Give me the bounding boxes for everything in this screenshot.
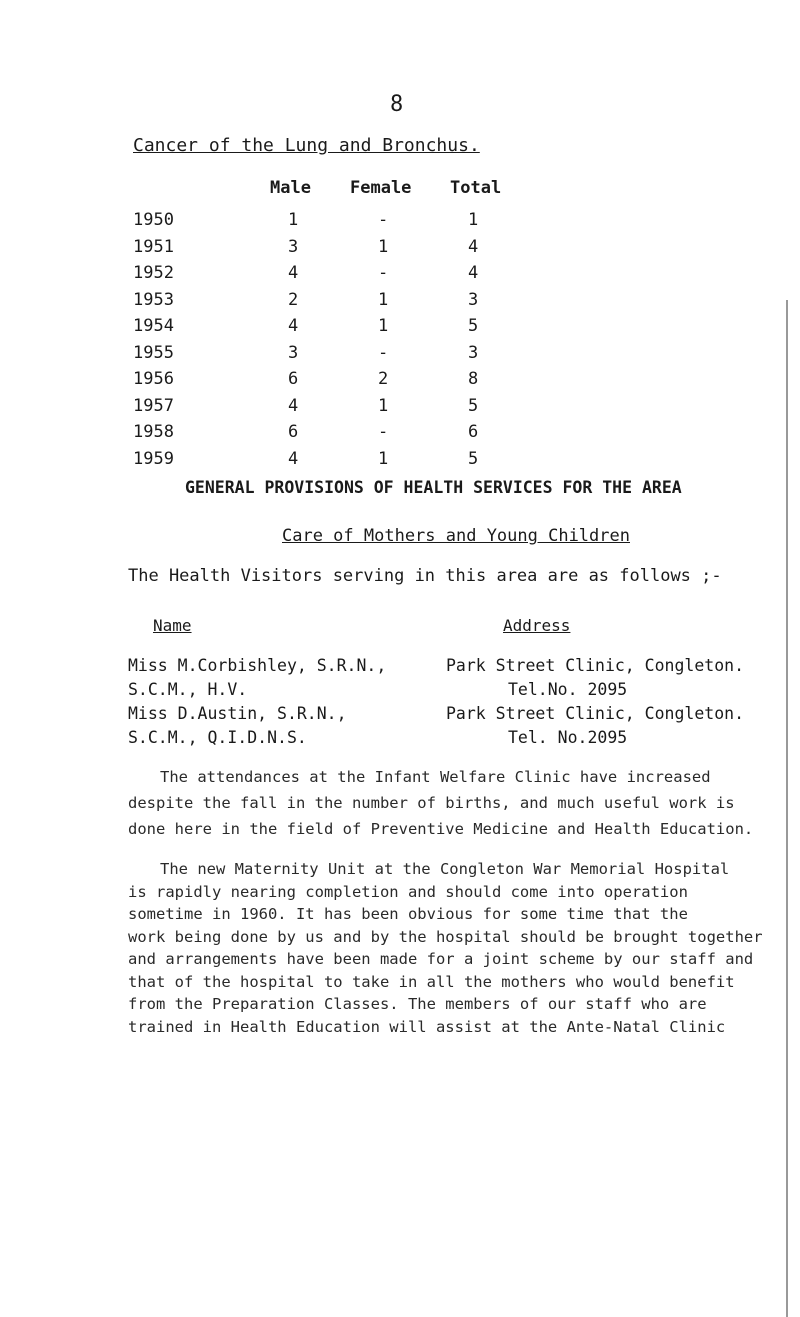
paragraph-line: The attendances at the Infant Welfare Clinic have increased <box>160 768 711 786</box>
paragraph-line: and arrangements have been made for a joint scheme by our staff and <box>128 950 754 968</box>
col-header-male: Male <box>270 178 311 198</box>
visitor-2-address-line1: Park Street Clinic, Congleton. <box>446 704 745 723</box>
year-cell: 1957 <box>133 395 174 416</box>
total-cell: 3 <box>468 342 479 363</box>
paragraph-line: done here in the field of Preventive Medicine and Health Education. <box>128 820 754 838</box>
col-header-female: Female <box>350 178 412 198</box>
table-row <box>0 210 800 234</box>
paragraph-line: The new Maternity Unit at the Congleton War Memorial Hospital <box>160 860 730 878</box>
visitor-1-address-line1: Park Street Clinic, Congleton. <box>446 656 745 675</box>
male-cell: 3 <box>288 236 299 257</box>
total-cell: 8 <box>468 369 479 389</box>
total-cell: 4 <box>468 263 479 283</box>
female-cell: 1 <box>378 289 389 310</box>
paragraph-line: sometime in 1960. It has been obvious for some time that the <box>128 905 688 923</box>
female-cell: 2 <box>378 369 389 389</box>
year-cell: 1954 <box>133 316 174 336</box>
address-header: Address <box>503 616 571 635</box>
section-heading: GENERAL PROVISIONS OF HEALTH SERVICES FOR THE AREA <box>185 478 682 497</box>
paragraph-line: that of the hospital to take in all the mothers who would benefit <box>128 972 735 991</box>
year-cell: 1951 <box>133 236 174 257</box>
paragraph-line: from the Preparation Classes. The members of our staff who are <box>128 995 707 1013</box>
male-cell: 4 <box>288 263 299 283</box>
female-cell: - <box>378 342 389 363</box>
female-cell: 1 <box>378 395 389 416</box>
table-row <box>0 290 800 314</box>
male-cell: 6 <box>288 422 299 442</box>
page-edge-shadow <box>786 300 800 1317</box>
female-cell: - <box>378 210 389 230</box>
table-row <box>0 237 800 261</box>
total-cell: 5 <box>468 395 479 416</box>
year-cell: 1955 <box>133 342 174 363</box>
visitor-1-address-line2: Tel.No. 2095 <box>508 680 628 699</box>
year-cell: 1956 <box>133 369 174 389</box>
page-number: 8 <box>390 92 404 117</box>
intro-text: The Health Visitors serving in this area are as follows ;- <box>128 566 722 586</box>
table-row <box>0 396 800 420</box>
visitor-1-name-line2: S.C.M., H.V. <box>128 680 248 699</box>
male-cell: 2 <box>288 289 299 310</box>
female-cell: - <box>378 263 389 283</box>
table-title: Cancer of the Lung and Bronchus. <box>133 135 480 156</box>
total-cell: 4 <box>468 236 479 257</box>
table-row <box>0 369 800 393</box>
total-cell: 5 <box>468 316 479 336</box>
total-cell: 6 <box>468 422 479 442</box>
year-cell: 1952 <box>133 263 174 283</box>
year-cell: 1953 <box>133 289 174 310</box>
section-subheading: Care of Mothers and Young Children <box>282 526 630 546</box>
female-cell: 1 <box>378 448 389 469</box>
total-cell: 5 <box>468 448 479 469</box>
male-cell: 4 <box>288 316 299 336</box>
total-cell: 1 <box>468 210 479 230</box>
year-cell: 1950 <box>133 210 174 230</box>
paragraph-line: is rapidly nearing completion and should come into operation <box>128 882 688 901</box>
year-cell: 1959 <box>133 448 174 469</box>
table-row <box>0 343 800 367</box>
paragraph-line: despite the fall in the number of births, and much useful work is <box>128 794 735 812</box>
table-row <box>0 263 800 287</box>
paragraph-line: work being done by us and by the hospital should be brought together <box>128 927 763 946</box>
male-cell: 4 <box>288 395 299 416</box>
visitor-2-address-line2: Tel. No.2095 <box>508 728 628 747</box>
male-cell: 3 <box>288 342 299 363</box>
year-cell: 1958 <box>133 422 174 442</box>
male-cell: 1 <box>288 210 299 230</box>
female-cell: 1 <box>378 316 389 336</box>
female-cell: - <box>378 422 389 442</box>
male-cell: 6 <box>288 369 299 389</box>
visitor-1-name-line1: Miss M.Corbishley, S.R.N., <box>128 656 387 675</box>
table-row <box>0 449 800 473</box>
name-header: Name <box>153 616 192 635</box>
female-cell: 1 <box>378 236 389 257</box>
table-row <box>0 316 800 340</box>
col-header-total: Total <box>450 178 502 198</box>
total-cell: 3 <box>468 289 479 310</box>
visitor-2-name-line1: Miss D.Austin, S.R.N., <box>128 704 347 723</box>
visitor-2-name-line2: S.C.M., Q.I.D.N.S. <box>128 728 307 747</box>
paragraph-line: trained in Health Education will assist at the Ante-Natal Clinic <box>128 1017 726 1036</box>
male-cell: 4 <box>288 448 299 469</box>
table-row <box>0 422 800 446</box>
